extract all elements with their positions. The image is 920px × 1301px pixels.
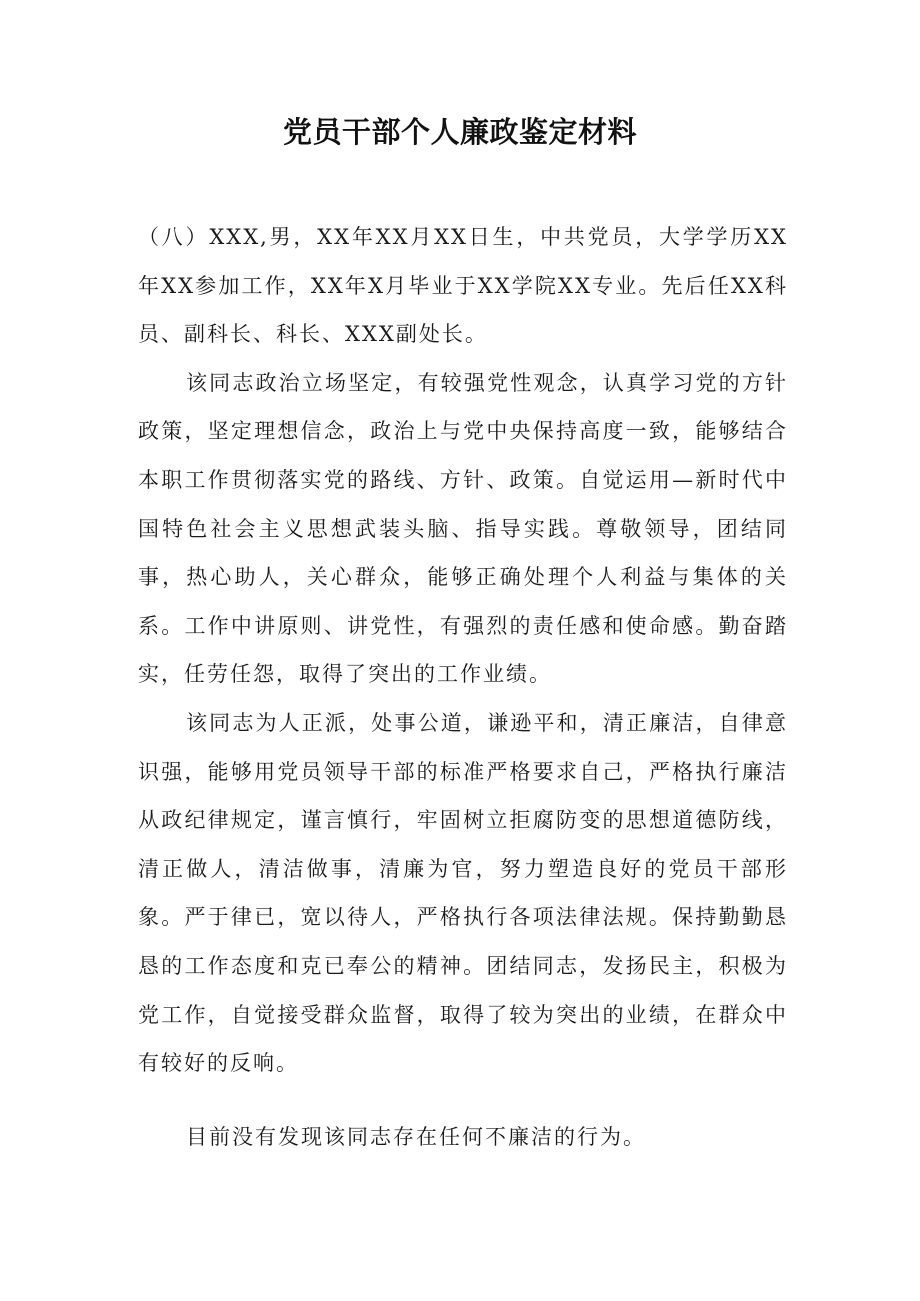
document-body — [138, 213, 788, 1161]
paragraph-political-stance: 该同志政治立场坚定，有较强党性观念，认真学习党的方针政策，坚定理想信念，政治上与党中央保持高度一致，能够结合本职工作贯彻落实党的路线、方针、政策。自觉运用—新时代中国特色社会主义思想武装头脑、指导实践。尊敬领导，团结同事，热心助人，关心群众，能够正确处理个人利益与集体的关系。工作中讲原则、讲党性，有强烈的责任感和使命感。勤奋踏实，任劳任怨，取得了突出的工作业绩。 — [138, 370, 788, 687]
paragraph-biography: （八）XXX,男，XX年XX月XX日生，中共党员，大学学历XX年XX参加工作，XX年X月毕业于XX学院XX专业。先后任XX科员、副科长、科长、XXX副处长。 — [138, 225, 788, 347]
document-title: 党员干部个人廉政鉴定材料 — [282, 115, 637, 149]
paragraph-conclusion: 目前没有发现该同志存在任何不廉洁的行为。 — [186, 1124, 646, 1149]
paragraph-integrity: 该同志为人正派，处事公道，谦逊平和，清正廉洁，自律意识强，能够用党员领导干部的标准严格要求自己，严格执行廉洁从政纪律规定，谨言慎行，牢固树立拒腐防变的思想道德防线，清正做人，清洁做事，清廉为官，努力塑造良好的党员干部形象。严于律已，宽以待人，严格执行各项法律法规。保持勤勤恳恳的工作态度和克已奉公的精神。团结同志，发扬民主，积极为党工作，自觉接受群众监督，取得了较为突出的业绩，在群众中有较好的反响。 — [138, 710, 788, 1076]
